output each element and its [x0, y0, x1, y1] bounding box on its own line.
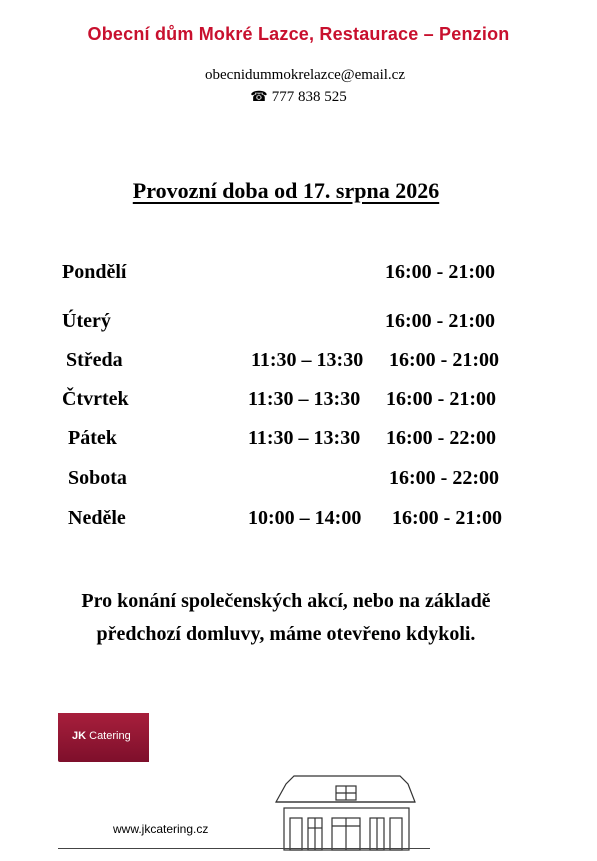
evening-hours: 16:00 - 21:00: [386, 388, 496, 410]
day-label: Čtvrtek: [62, 388, 129, 410]
note-line: předchozí domluvy, máme otevřeno kdykoli.: [96, 623, 476, 645]
day-label: Středa: [66, 349, 123, 371]
jk-catering-logo: [58, 713, 149, 762]
email-address[interactable]: obecnidummokrelazce@email.cz: [205, 67, 405, 83]
evening-hours: 16:00 - 22:00: [386, 427, 496, 449]
page-title: Obecní dům Mokré Lazce, Restaurace – Penzion: [87, 24, 510, 44]
note-line: Pro konání společenských akcí, nebo na základě: [81, 590, 491, 612]
day-label: Neděle: [68, 507, 126, 529]
lunch-hours: 11:30 – 13:30: [248, 388, 361, 410]
evening-hours: 16:00 - 21:00: [389, 349, 499, 371]
footer-divider: [58, 848, 430, 849]
evening-hours: 16:00 - 22:00: [389, 467, 499, 489]
evening-hours: 16:00 - 21:00: [385, 310, 495, 332]
hours-heading: Provozní doba od 17. srpna 2026: [132, 178, 440, 203]
day-label: Pátek: [68, 427, 117, 449]
events-note: [0, 585, 572, 651]
evening-hours: 16:00 - 21:00: [392, 507, 502, 529]
day-label: Úterý: [62, 310, 111, 332]
phone-line: [0, 89, 597, 106]
telephone-icon: ☎: [250, 90, 268, 105]
lunch-hours: 10:00 – 14:00: [248, 507, 362, 529]
day-label: Sobota: [68, 467, 127, 489]
lunch-hours: 11:30 – 13:30: [248, 427, 361, 449]
lunch-hours: 11:30 – 13:30: [251, 349, 364, 371]
logo-wordmark: Catering: [89, 730, 131, 742]
logo-initials: JK: [72, 730, 87, 742]
day-label: Pondělí: [62, 261, 127, 283]
evening-hours: 16:00 - 21:00: [385, 261, 495, 283]
building-sketch-icon: [272, 772, 420, 852]
website-link[interactable]: www.jkcatering.cz: [113, 822, 209, 836]
phone-number[interactable]: 777 838 525: [271, 89, 347, 105]
